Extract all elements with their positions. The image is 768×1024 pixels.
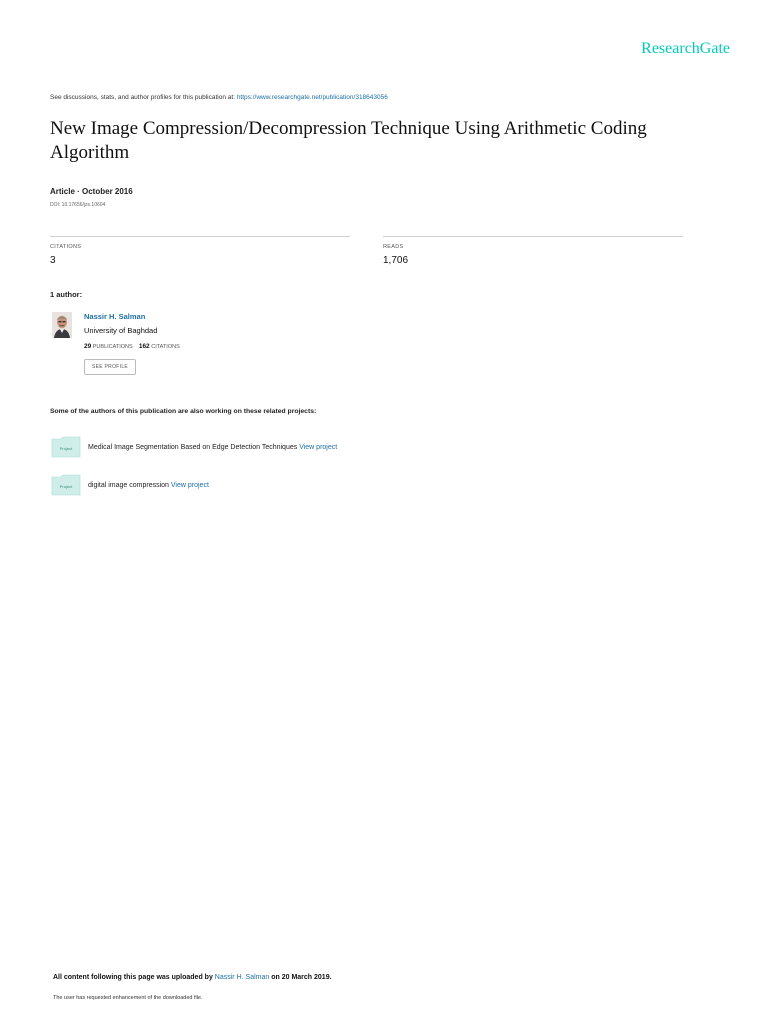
enhancement-note: The user has requested enhancement of the downloaded file. xyxy=(53,995,203,1001)
publication-meta: Article · October 2016 xyxy=(50,187,133,196)
project-icon xyxy=(51,436,81,458)
see-profile-button[interactable]: SEE PROFILE xyxy=(84,359,136,375)
publication-url-link[interactable]: https://www.researchgate.net/publication/318643056 xyxy=(236,94,388,101)
reads-value: 1,706 xyxy=(383,255,409,266)
upload-notice xyxy=(53,974,332,981)
publication-title: New Image Compression/Decompression Technique Using Arithmetic Coding Algorithm xyxy=(50,118,647,163)
citations-value: 3 xyxy=(50,255,56,266)
author-publications-count: 29 xyxy=(84,343,92,350)
upload-suffix: on 20 March 2019. xyxy=(271,974,332,981)
discussion-line xyxy=(50,94,388,101)
project-title: digital image compression xyxy=(88,482,169,489)
discussion-text: See discussions, stats, and author profiles for this publication at: xyxy=(50,94,235,101)
author-name-link[interactable]: Nassir H. Salman xyxy=(84,312,146,321)
author-citations-count: 162 xyxy=(138,343,150,350)
author-publications-label: PUBLICATIONS xyxy=(92,344,133,350)
publication-doi: DOI: 10.17656/jzs.10604 xyxy=(50,202,106,208)
author-affiliation: University of Baghdad xyxy=(84,326,158,335)
project-item xyxy=(88,444,337,451)
project-icon-label: Project xyxy=(59,484,73,489)
author-citations-label: CITATIONS xyxy=(151,344,180,350)
view-project-link[interactable]: View project xyxy=(299,444,338,451)
project-title: Medical Image Segmentation Based on Edge Detection Techniques xyxy=(88,444,298,451)
project-icon-label: Project xyxy=(59,446,73,451)
author-avatar[interactable] xyxy=(52,312,72,338)
avatar-image xyxy=(52,312,72,338)
related-projects-heading: Some of the authors of this publication are also working on these related projects: xyxy=(50,408,317,415)
view-project-link[interactable]: View project xyxy=(170,482,209,489)
author-stats xyxy=(84,343,180,350)
researchgate-logo[interactable]: ResearchGate xyxy=(641,40,730,57)
reads-label: READS xyxy=(383,244,404,250)
authors-heading: 1 author: xyxy=(50,290,83,299)
upload-prefix: All content following this page was uploaded by xyxy=(53,974,213,981)
project-item xyxy=(88,482,209,489)
reads-divider xyxy=(383,236,683,237)
uploader-link[interactable]: Nassir H. Salman xyxy=(214,974,270,981)
citations-label: CITATIONS xyxy=(50,244,82,250)
citations-divider xyxy=(50,236,350,237)
project-icon xyxy=(51,474,81,496)
